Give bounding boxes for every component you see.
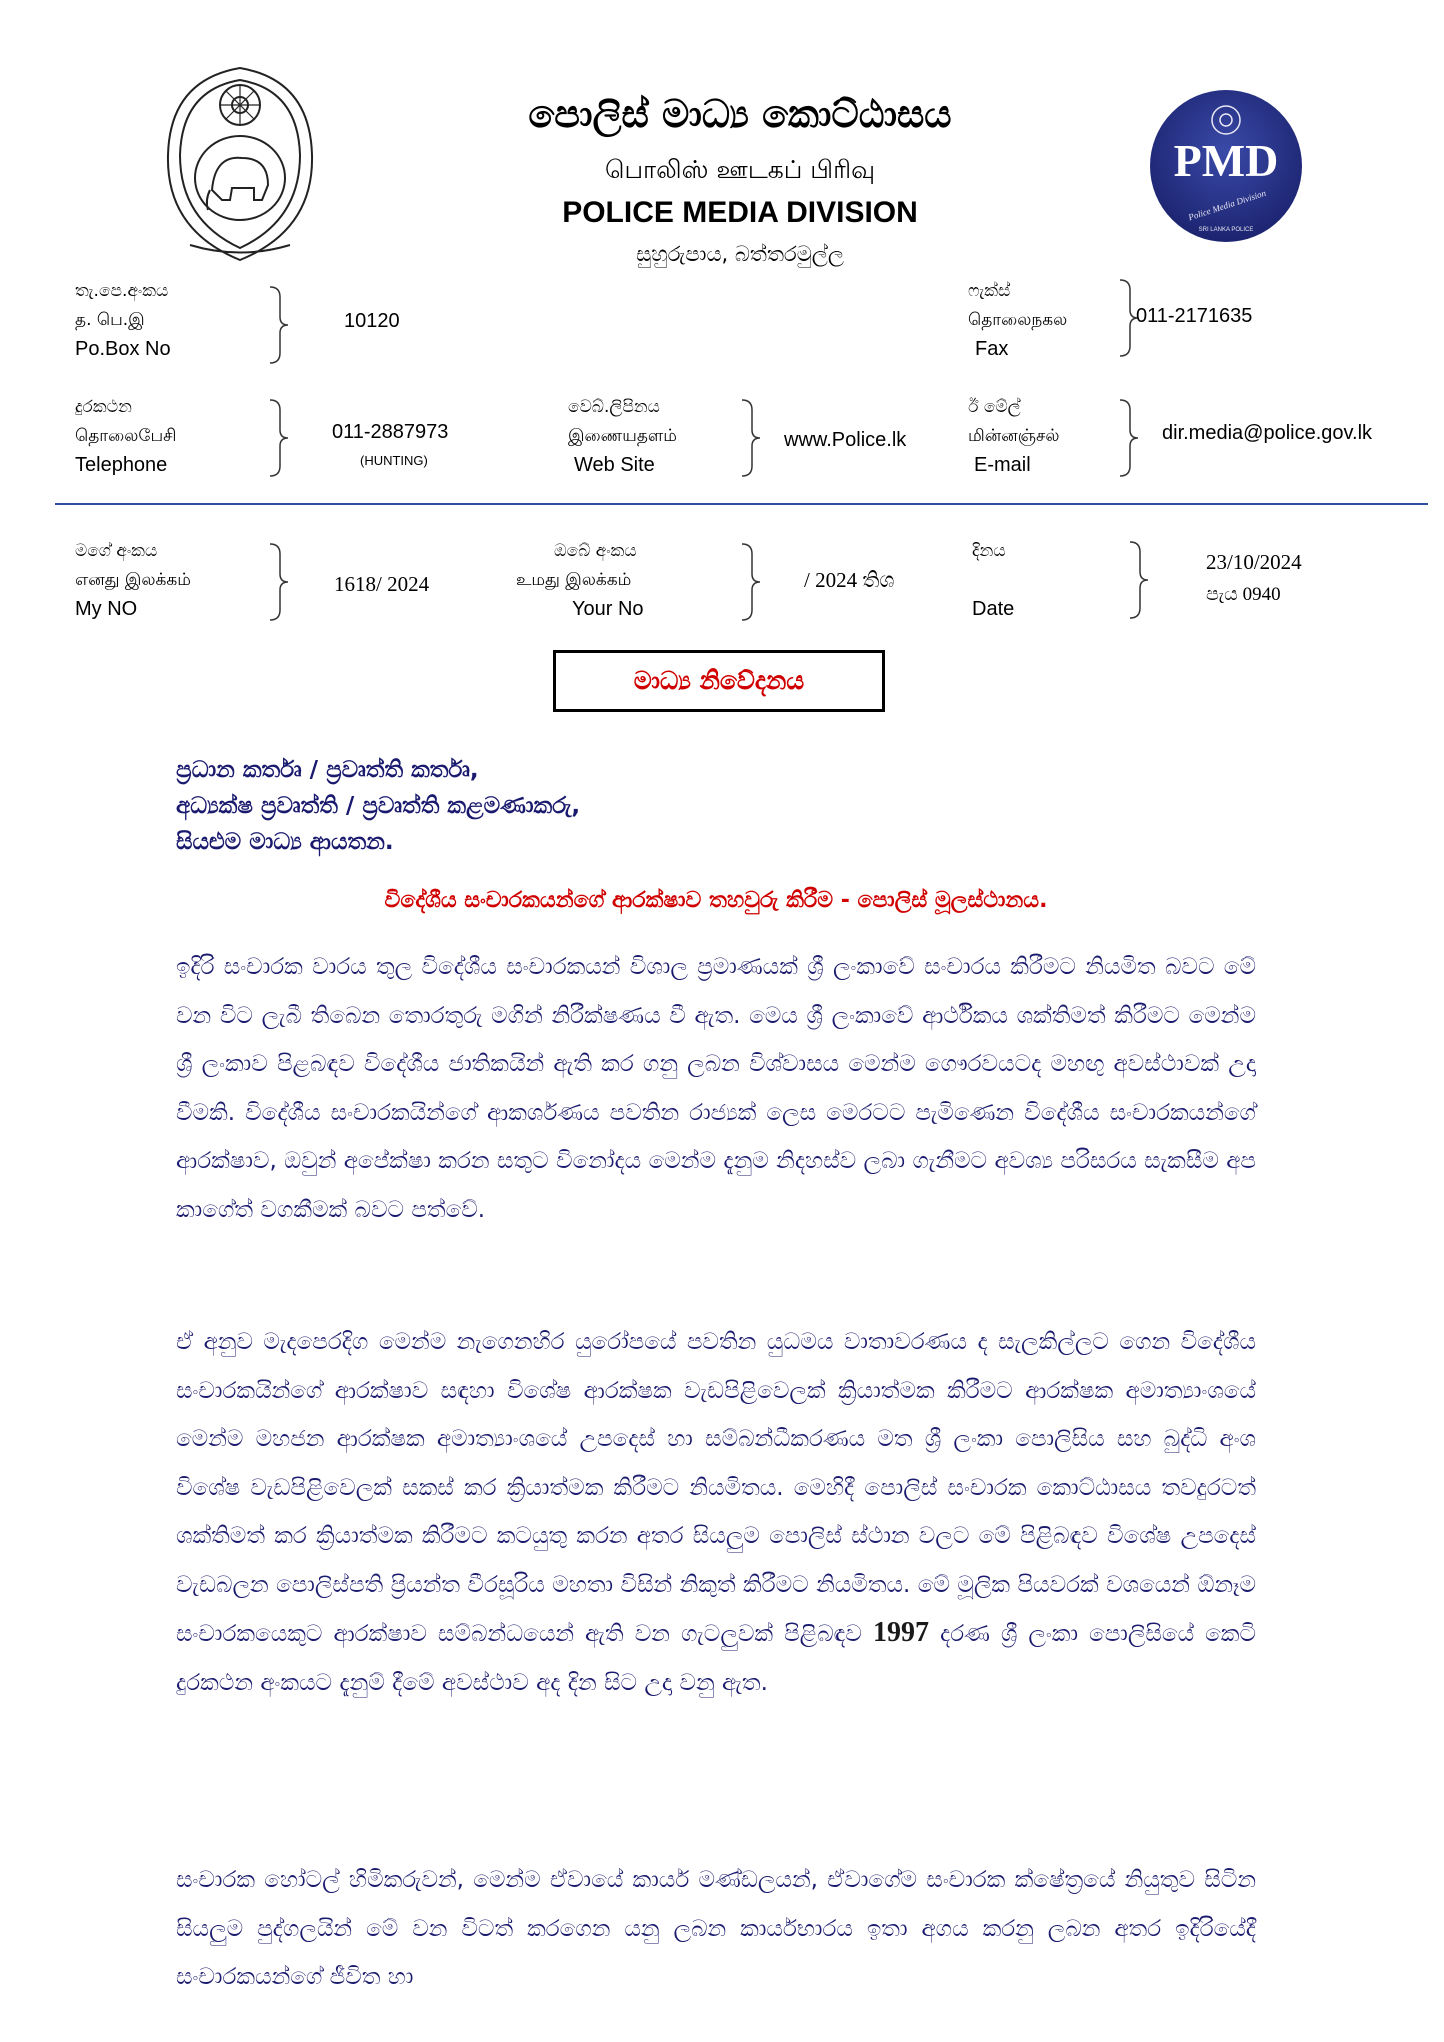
fax-label: ෆැක්ස් தொலைநகல Fax bbox=[968, 281, 1068, 360]
telephone-note: (HUNTING) bbox=[360, 453, 428, 468]
brace bbox=[740, 398, 762, 478]
hotline-number: 1997 bbox=[872, 1617, 929, 1648]
org-name-english: POLICE MEDIA DIVISION bbox=[562, 196, 918, 229]
svg-text:Police Media Division: Police Media Division bbox=[1187, 187, 1268, 223]
notice-title: මාධ්‍ය නිවේදනය bbox=[553, 650, 885, 712]
telephone-value: 011-2887973 bbox=[332, 421, 449, 443]
email-label: ඊ මේල් மின்னஞ்சல் E-mail bbox=[968, 397, 1060, 476]
your-no-label: ඔබේ අංකය உமது இலக்கம் Your No bbox=[516, 541, 644, 620]
brace bbox=[740, 542, 762, 622]
my-no-label: මගේ අංකය எனது இலக்கம் My NO bbox=[75, 541, 191, 620]
my-no-value: 1618/ 2024 bbox=[334, 572, 430, 596]
brace bbox=[1128, 540, 1150, 620]
paragraph-2: ඒ අනුව මැදපෙරදිග මෙන්ම නැගෙනහිර යුරෝපයේ පවතින යුධමය වාතාවරණය ද සැලකිල්ලට ගෙන විදේශීය සංචාරකයින්ගේ ආරක්ෂාව සඳහා විශේෂ ආරක්ෂක වැඩපිළිවෙලක් ක්‍රියාත්මක කිරීමට ආරක්ෂක අමාත්‍යාංශයේ මෙන්ම මහජන ආරක්ෂක අමාත්‍යාංශයේ උපදෙස් හා සම්බන්ධීකරණය මත ශ්‍රී ලංකා පොලිසිය සහ බුද්ධි අංශ විශේෂ වැඩපිළිවෙලක් සකස් කර ක්‍රියාත්මක කිරීමට නියමිතය. මෙහිදී පොලිස් සංචාරක කොට්ඨාසය තවදුරටත් ශක්තිමත් කර ක්‍රියාත්මක කිරීමට කටයුතු කරන අතර සියලුම පොලිස් ස්ථාන වලට මේ පිළිබඳව විශේෂ උපදෙස් වැඩබලන පොලිස්පති ප්‍රියන්ත වීරසූරිය මහතා විසින් නිකුත් කිරීමට නියමිතය. මේ මූලික පියවරක් වශයෙන් ඕනෑම සංචාරකයෙකුට ආරක්ෂාව සම්බන්ධයෙන් ඇති වන ගැටලුවක් පිළිබඳව 1997 දරණ ශ්‍රී ලංකා පොලිසියේ කෙටි දුරකථන අංකයට දැනුම් දීමේ අවස්ථාව අද දින සිට උදා වනු ඇත. bbox=[176, 1329, 1257, 1696]
paragraph-1: ඉදිරි සංචාරක වාරය තුල විදේශීය සංචාරකයන් විශාල ප්‍රමාණයක් ශ්‍රී ලංකාවේ සංචාරය කිරීමට නියමිත බවට මේ වන විට ලැබී තිබෙන තොරතුරු මගින් නිරීක්ෂණය වී ඇත. මෙය ශ්‍රී ලංකාවේ ආර්ථිකය ශක්තිමත් කිරීමට මෙන්ම ශ්‍රී ලංකාව පිළබඳව විදේශීය ජාතිකයින් ඇති කර ගනු ලබන විශ්වාසය මෙන්ම ගෞරවයටද මහඟු අවස්ථාවක් උදා වීමකි. විදේශීය සංචාරකයින්ගේ ආකර්ශණය පවතින රාජ්‍යක් ලෙස මෙරටට පැමිණෙන විදේශීය සංචාරකයන්ගේ ආරක්ෂාව, ඔවුන් අපේක්ෂා කරන සතුට විනෝදය මෙන්ම දැනුම නිදහස්ව ලබා ගැනීමට අවශ්‍ය පරිසරය සැකසීම අප කාගේත් වගකීමක් බවට පත්වේ. bbox=[176, 954, 1256, 1223]
brace bbox=[1118, 398, 1140, 478]
addressee-block bbox=[176, 752, 580, 860]
pmd-logo bbox=[1148, 88, 1304, 244]
date-value: 23/10/2024 bbox=[1206, 550, 1302, 574]
email-value: dir.media@police.gov.lk bbox=[1162, 422, 1373, 444]
fax-value: 011-2171635 bbox=[1136, 305, 1253, 327]
svg-text:PMD: PMD bbox=[1173, 135, 1279, 186]
brace bbox=[268, 398, 290, 478]
brace bbox=[268, 542, 290, 622]
sri-lanka-police-emblem bbox=[150, 60, 330, 270]
date-label: දිනය Date bbox=[972, 541, 1015, 620]
addressee-line: සියළුම මාධ්‍ය ආයතන. bbox=[176, 829, 394, 855]
addressee-line: අධ්‍යක්ෂ ප්‍රවෘත්ති / ප්‍රවෘත්ති කළමණාකරු, bbox=[176, 793, 581, 819]
org-address: සුහුරුපාය, බත්තරමුල්ල bbox=[636, 242, 844, 266]
org-name-tamil: பொலிஸ் ஊடகப் பிரிவு bbox=[604, 155, 876, 184]
time-value: පැය 0940 bbox=[1206, 584, 1281, 605]
pobox-value: 10120 bbox=[344, 310, 400, 332]
subject-line: විදේශීය සංචාරකයන්ගේ ආරක්ෂාව තහවුරු කිරීම - පොලිස් මූලස්ථානය. bbox=[384, 888, 1048, 913]
paragraph-3: සංචාරක හෝටල් හිමිකරුවන්, මෙන්ම ඒවායේ කාර්ය මණ්ඩලයන්, ඒවාගේම සංචාරක ක්ෂේත්‍රයේ නියුතුව සිටින සියලුම පුද්ගලයින් මේ වන විටත් කරගෙන යනු ලබන කාර්යභාරය ඉතා අගය කරනු ලබන අතර ඉදිරියේදී සංචාරකයන්ගේ ජීවිත හා bbox=[176, 1867, 1256, 1990]
svg-text:SRI LANKA POLICE: SRI LANKA POLICE bbox=[1198, 227, 1254, 233]
header-divider bbox=[55, 503, 1428, 505]
pobox-label: තැ.පෙ.අංකය த. பெ.இ Po.Box No bbox=[75, 281, 171, 360]
telephone-label: දුරකථන தொலைபேசி Telephone bbox=[75, 397, 177, 476]
your-no-value: / 2024 තිශ bbox=[804, 568, 895, 592]
addressee-line: ප්‍රධාන කර්තෘ / ප්‍රවෘත්ති කර්තෘ, bbox=[176, 757, 479, 783]
website-label: වෙබ්.ලිපිනය இணையதளம் Web Site bbox=[568, 397, 677, 476]
brace bbox=[268, 285, 290, 365]
org-name-sinhala: පොලිස් මාධ්‍ය කොට්ඨාසය bbox=[528, 92, 952, 136]
website-value: www.Police.lk bbox=[784, 429, 907, 451]
